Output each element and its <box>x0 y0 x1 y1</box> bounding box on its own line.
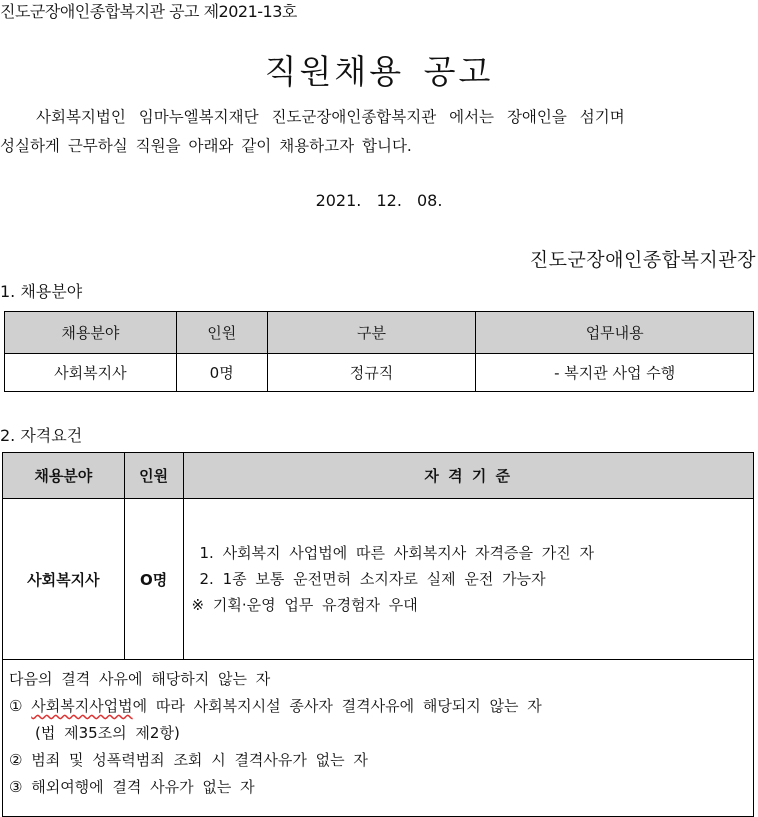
column-header: 인원 <box>176 312 267 354</box>
table-row <box>3 660 754 817</box>
table-row <box>5 354 754 392</box>
table-cell: O명 <box>124 499 183 660</box>
criteria-item: 1. 사회복지 사업법에 따른 사회복지사 자격증을 가진 자 <box>199 544 594 562</box>
intro-line-1: 사회복지법인 임마누엘복지재단 진도군장애인종합복지관 에서는 장애인을 섬기며 <box>36 108 625 126</box>
table-cell: - 복지관 사업 수행 <box>476 354 754 392</box>
column-header: 인원 <box>124 453 183 499</box>
intro-line-2: 성실하게 근무하실 직원을 아래와 같이 채용하고자 합니다. <box>0 137 412 155</box>
disqualification-item <box>9 693 753 720</box>
disqualification-intro: 다음의 결격 사유에 해당하지 않는 자 <box>9 670 271 688</box>
spellcheck-underlined-text: 사회복지사업법 <box>31 697 133 715</box>
item-text: 에 따라 사회복지시설 종사자 결격사유에 해당되지 않는 자 <box>132 697 542 715</box>
table-cell: 사회복지사 <box>5 354 177 392</box>
recruitment-table <box>4 311 754 392</box>
criteria-note: ※ 기획·운영 업무 유경험자 우대 <box>191 596 418 614</box>
section-1-heading: 1. 채용분야 <box>0 282 83 301</box>
criteria-cell <box>183 499 754 660</box>
column-header: 업무내용 <box>476 312 754 354</box>
table-cell: 정규직 <box>267 354 476 392</box>
table-header-row <box>3 453 754 499</box>
announcement-date: 2021. 12. 08. <box>315 191 443 210</box>
disqualification-item-sub: (법 제35조의 제2항) <box>35 724 180 742</box>
document-number: 진도군장애인종합복지관 공고 제2021-13호 <box>0 2 297 21</box>
section-2-heading: 2. 자격요건 <box>0 426 83 445</box>
disqualification-item: ② 범죄 및 성폭력범죄 조회 시 결격사유가 없는 자 <box>9 751 368 769</box>
criteria-item: 2. 1종 보통 운전면허 소지자로 실제 운전 가능자 <box>199 570 546 588</box>
organization-signature: 진도군장애인종합복지관장 <box>529 249 756 271</box>
column-header: 채용분야 <box>5 312 177 354</box>
page-title: 직원채용 공고 <box>264 52 494 91</box>
table-cell: 0명 <box>176 354 267 392</box>
item-number: ① <box>9 697 32 715</box>
table-row <box>3 499 754 660</box>
table-cell: 사회복지사 <box>3 499 125 660</box>
column-header: 채용분야 <box>3 453 125 499</box>
table-header-row <box>5 312 754 354</box>
column-header: 구분 <box>267 312 476 354</box>
disqualification-item: ③ 해외여행에 결격 사유가 없는 자 <box>9 778 255 796</box>
column-header: 자 격 기 준 <box>183 453 754 499</box>
qualification-table <box>2 452 754 817</box>
disqualification-cell <box>3 660 754 817</box>
